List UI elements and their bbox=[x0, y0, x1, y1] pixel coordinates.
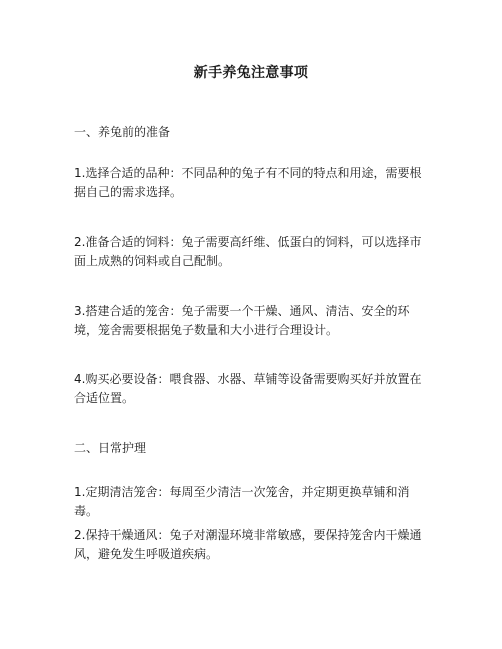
paragraph-build-hutch: 3.搭建合适的笼舍：兔子需要一个干燥、通风、清洁、安全的环境，笼舍需要根据兔子数量和大小进行合理设计。 bbox=[74, 304, 410, 337]
paragraph-prepare-feed: 2.准备合适的饲料：兔子需要高纤维、低蛋白的饲料，可以选择市面上成熟的饲料或自己配制。 bbox=[74, 235, 422, 268]
document-title: 新手养兔注意事项 bbox=[193, 65, 309, 81]
paragraph-choose-breed: 1.选择合适的品种：不同品种的兔子有不同的特点和用途，需要根据自己的需求选择。 bbox=[74, 166, 422, 199]
paragraph-keep-dry: 2.保持干燥通风：兔子对潮湿环境非常敏感，要保持笼舍内干燥通风，避免发生呼吸道疾病。 bbox=[74, 528, 422, 561]
section-heading-preparation: 一、养兔前的准备 bbox=[74, 125, 171, 139]
section-heading-daily-care: 二、日常护理 bbox=[74, 441, 147, 455]
paragraph-clean-hutch: 1.定期清洁笼舍：每周至少清洁一次笼舍，并定期更换草铺和消毒。 bbox=[74, 485, 410, 518]
paragraph-buy-equipment: 4.购买必要设备：喂食器、水器、草铺等设备需要购买好并放置在合适位置。 bbox=[74, 372, 422, 405]
